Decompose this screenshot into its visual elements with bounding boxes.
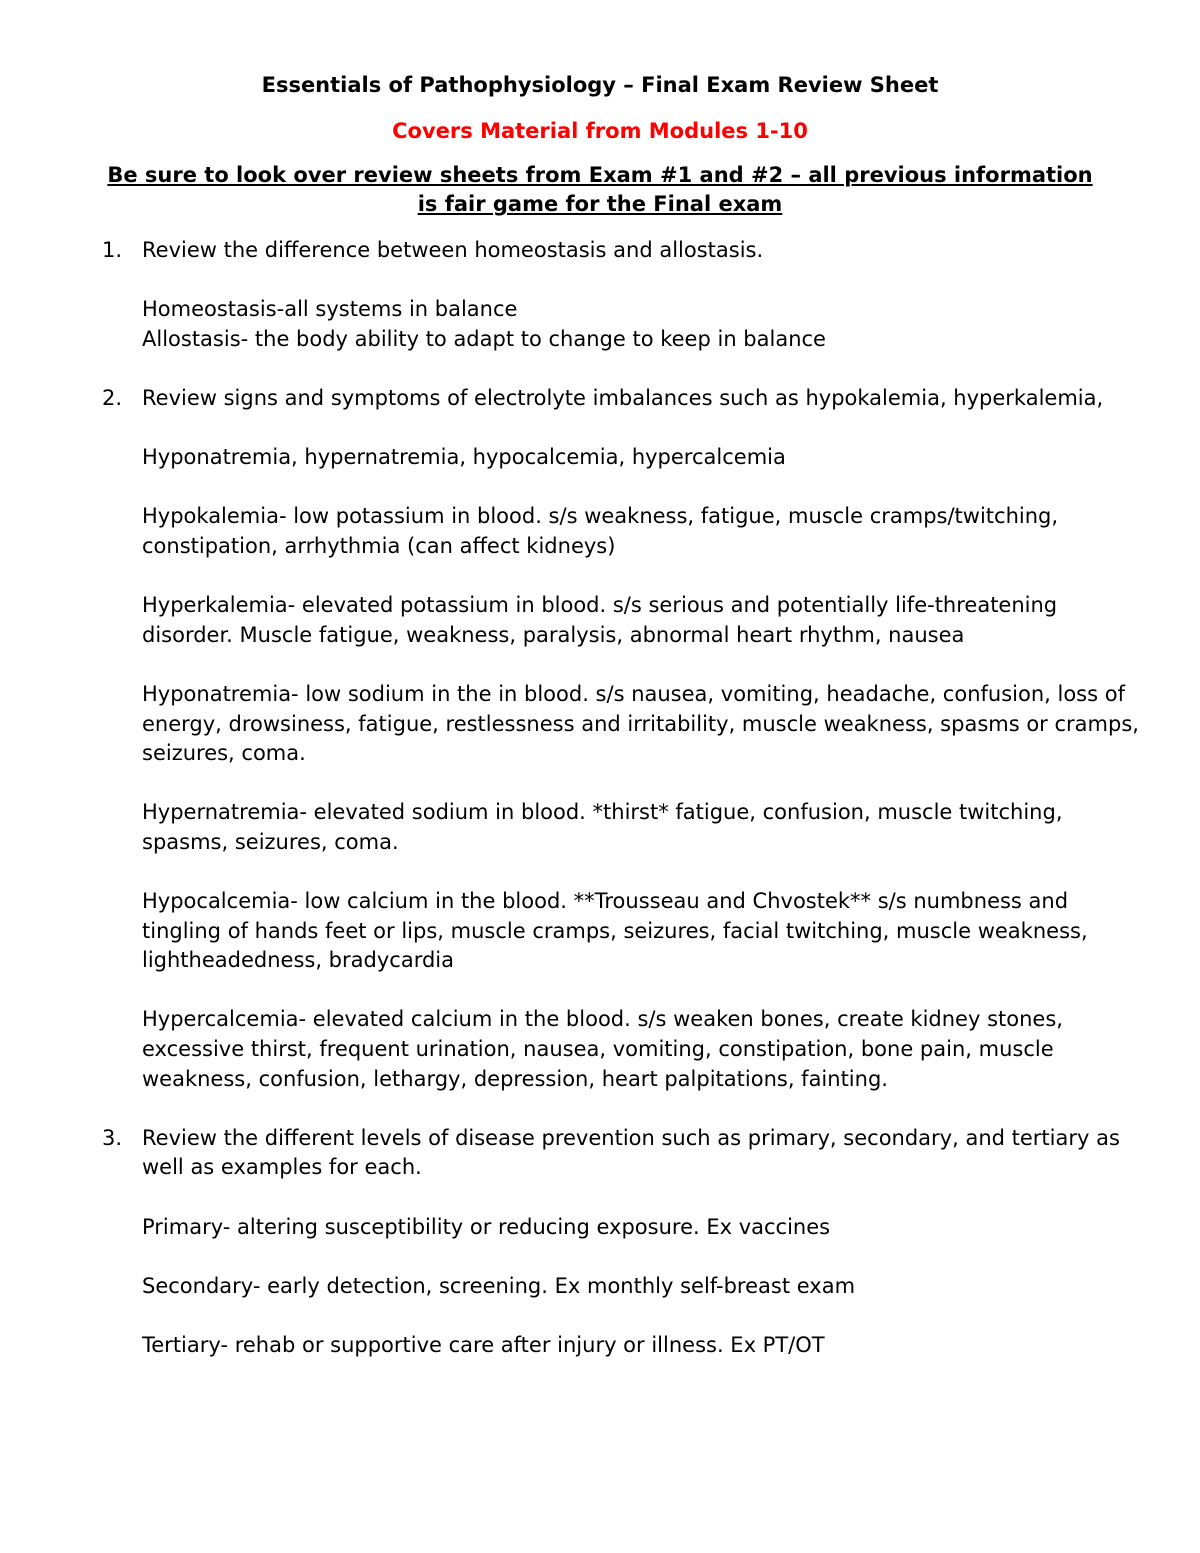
item-answer: Secondary- early detection, screening. Ex monthly self-breast exam [142, 1273, 856, 1298]
item-question: Review the different levels of disease prevention such as primary, secondary, and tertiary as well as examples for each. [142, 1125, 1120, 1180]
list-item [102, 1124, 1142, 1361]
item-answer: Homeostasis-all systems in balance [142, 297, 518, 322]
item-number: 3. [102, 1125, 123, 1150]
item-answer: Hypokalemia- low potassium in blood. s/s weakness, fatigue, muscle cramps/twitching, constipation, arrhythmia (can affect kidneys) [142, 504, 1059, 558]
review-list [102, 236, 1142, 1390]
item-answer: Hyponatremia- low sodium in the in blood. s/s nausea, vomiting, headache, confusion, loss of energy, drowsiness, fatigue, restlessness and irritability, muscle weakness, spasms or cramps, seizures, coma. [142, 681, 1139, 766]
item-answer: Hypernatremia- elevated sodium in blood. *thirst* fatigue, confusion, muscle twitching, spasms, seizures, coma. [142, 800, 1063, 854]
item-answer: Primary- altering susceptibility or reducing exposure. Ex vaccines [142, 1214, 831, 1239]
document-subtitle: Covers Material from Modules 1-10 [392, 119, 808, 143]
list-item [102, 384, 1142, 1094]
review-notice: Be sure to look over review sheets from Exam #1 and #2 – all previous information is fair game for the Final exam [107, 163, 1093, 216]
item-number: 2. [102, 385, 123, 410]
list-item [102, 236, 1142, 354]
item-answer: Hyperkalemia- elevated potassium in blood. s/s serious and potentially life-threatening disorder. Muscle fatigue, weakness, paralysis, abnormal heart rhythm, nausea [142, 593, 1058, 647]
item-answer: Hypercalcemia- elevated calcium in the blood. s/s weaken bones, create kidney stones, excessive thirst, frequent urination, nausea, vomiting, constipation, bone pain, muscle weakness, confusion, lethargy, depression, heart palpitations, fainting. [142, 1007, 1063, 1091]
item-answer: Hypocalcemia- low calcium in the blood. **Trousseau and Chvostek** s/s numbness and tingling of hands feet or lips, muscle cramps, seizures, facial twitching, muscle weakness, lightheadedness, bradycardia [142, 889, 1088, 973]
document-title: Essentials of Pathophysiology – Final Exam Review Sheet [261, 73, 939, 97]
item-question: Review the difference between homeostasis and allostasis. [142, 238, 764, 262]
item-question: Review signs and symptoms of electrolyte imbalances such as hypokalemia, hyperkalemia, [142, 385, 1104, 410]
item-answer: Hyponatremia, hypernatremia, hypocalcemia, hypercalcemia [142, 445, 786, 470]
item-answer: Tertiary- rehab or supportive care after injury or illness. Ex PT/OT [142, 1332, 825, 1357]
item-number: 1. [102, 238, 123, 262]
item-answer: Allostasis- the body ability to adapt to change to keep in balance [142, 326, 826, 351]
